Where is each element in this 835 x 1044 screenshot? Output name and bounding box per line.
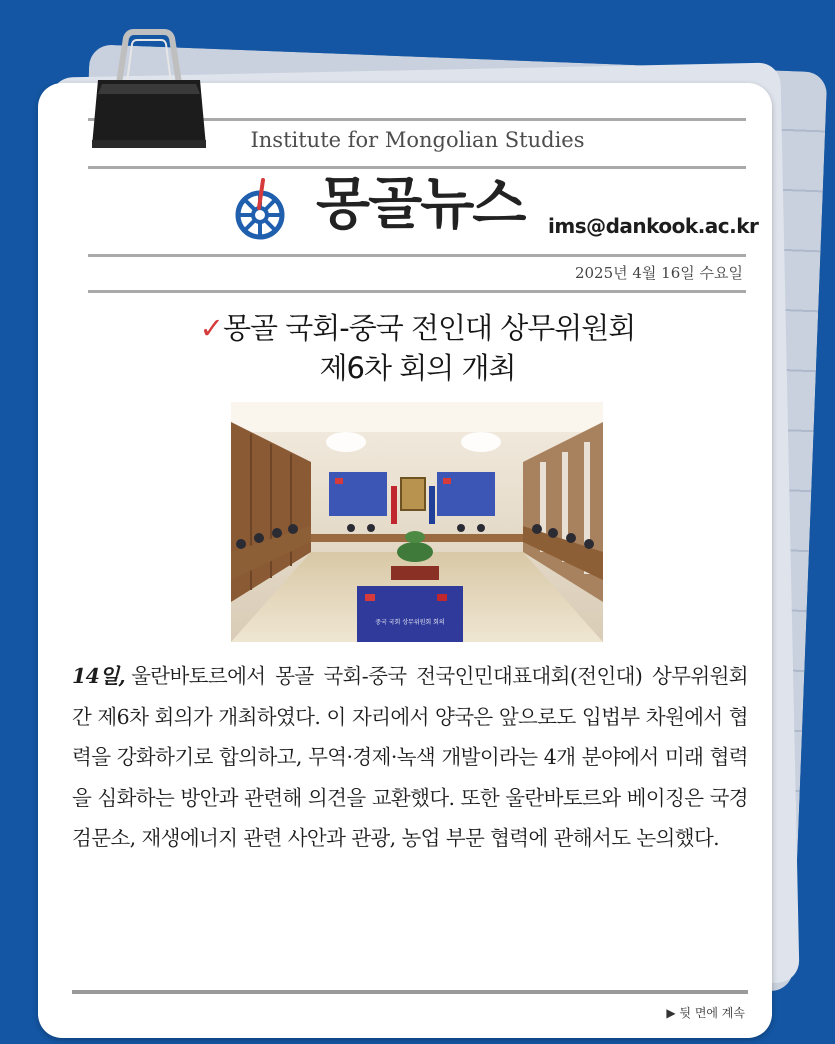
article-body: [72, 656, 748, 859]
contact-email[interactable]: ims@dankook.ac.kr: [548, 214, 759, 238]
headline-line-1: 몽골 국회-중국 전인대 상무위원회: [222, 311, 636, 345]
play-arrow-icon: ▶: [666, 1006, 676, 1020]
continue-label: 뒷 면에 계속: [679, 1006, 745, 1020]
title-rule: [88, 254, 746, 257]
headline-line-2: 제6차 회의 개최: [319, 351, 516, 385]
screen-caption: 중국 국회 상무위원회 회의: [375, 619, 445, 626]
continue-note[interactable]: [666, 1004, 745, 1021]
binder-clip-icon: [88, 28, 210, 150]
meeting-photo: [231, 402, 603, 642]
article-lead-date: 14일,: [72, 664, 126, 688]
headline: [0, 308, 835, 388]
newsletter-title: 몽골뉴스: [316, 172, 525, 237]
date-rule: [88, 290, 746, 293]
checkmark-icon: ✓: [199, 311, 223, 345]
article-text: 울란바토르에서 몽골 국회-중국 전국인민대표대회(전인대) 상무위원회 간 제6차 회의가 개최하였다. 이 자리에서 양국은 앞으로도 입법부 차원에서 협력을 강화하기로 합의하고, 무역·경제·녹색 개발이라는 4개 분야에서 미래 협력을 심화하는 방안과 관련해 의견을 교환했다. 또한 울란바토르와 베이징은 국경검문소, 재생에너지 관련 사안과 관광, 농업 부문 협력에 관해서도 논의했다.: [72, 664, 748, 850]
institute-name: Institute for Mongolian Studies: [250, 128, 585, 152]
issue-date: 2025년 4월 16일 수요일: [574, 264, 743, 282]
bottom-rule: [72, 990, 748, 994]
wheel-logo-icon: [233, 178, 289, 242]
institute-rule: [88, 166, 746, 169]
